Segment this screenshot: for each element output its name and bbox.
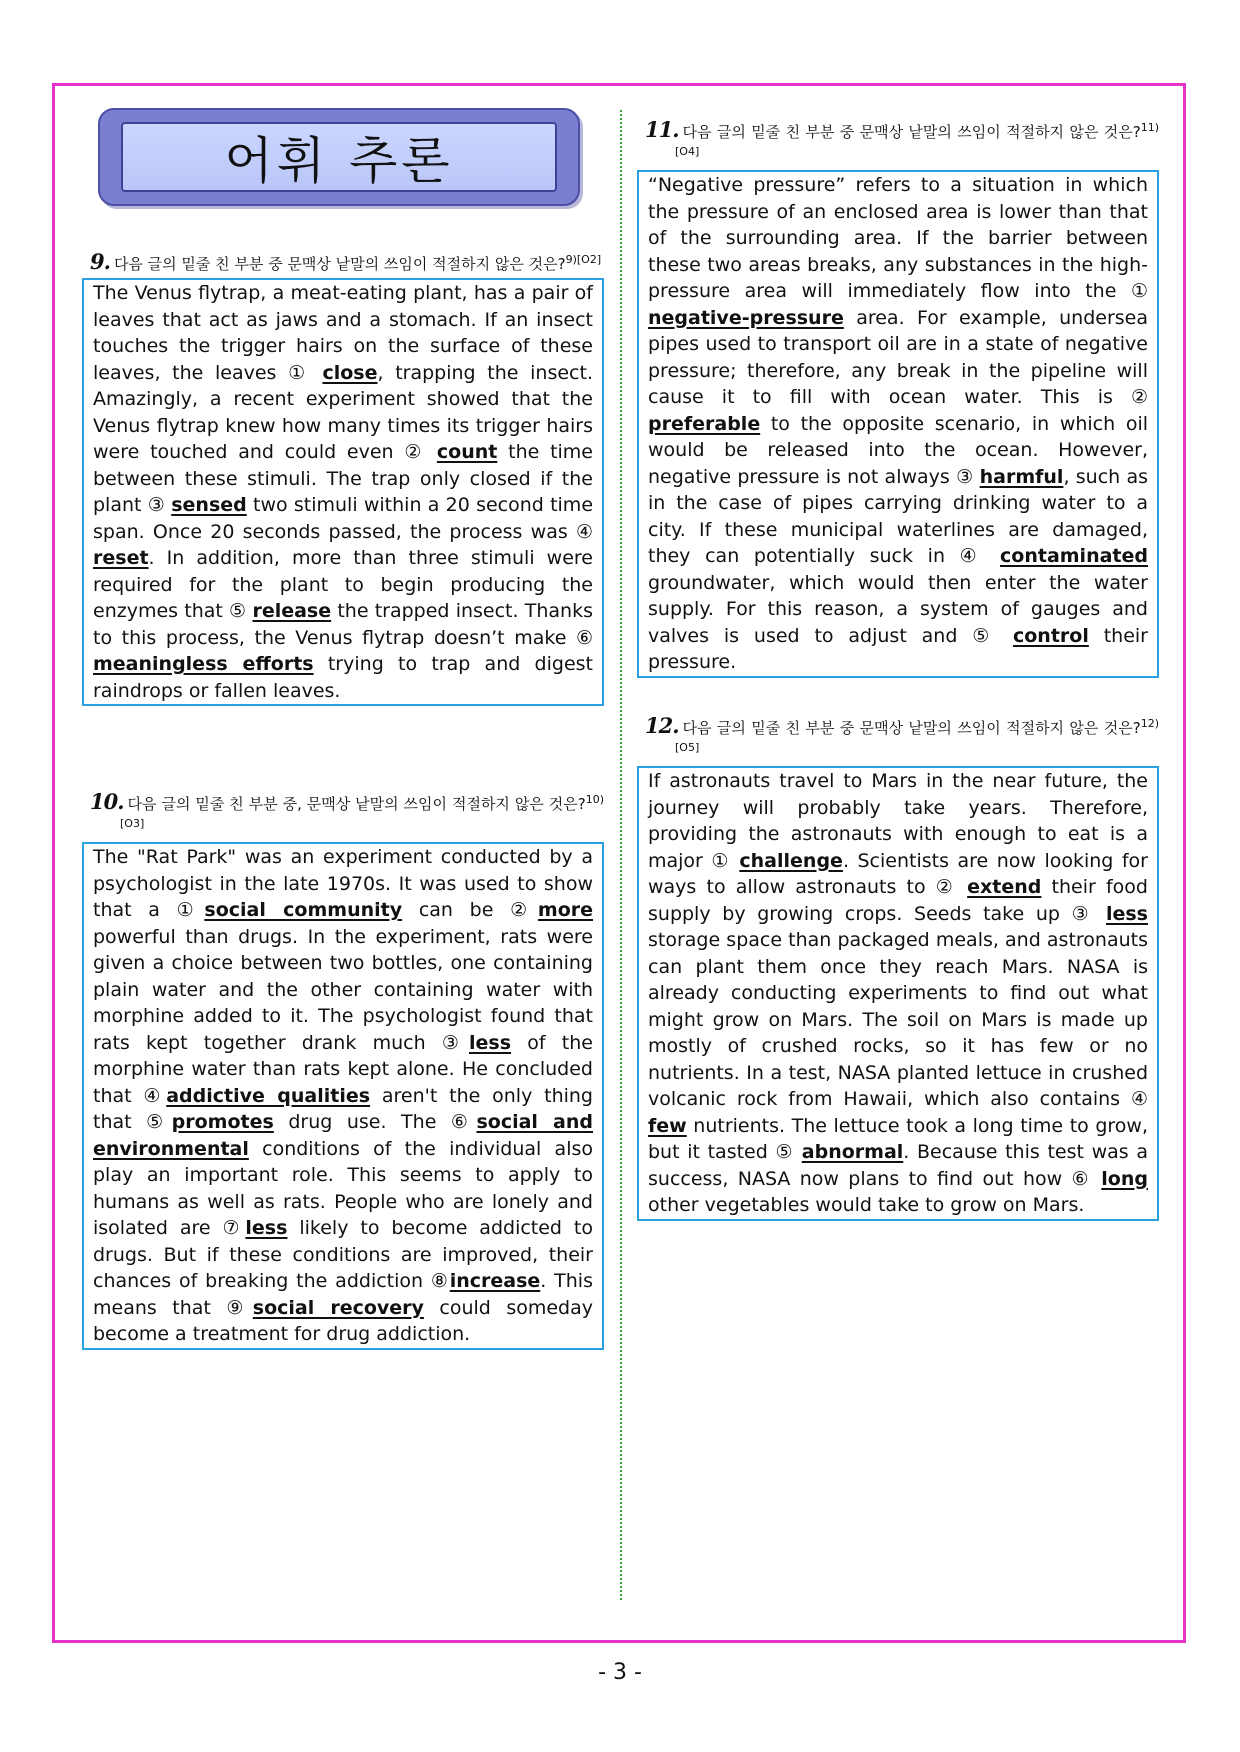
underlined-word: meaningless efforts — [93, 653, 314, 675]
passage-text: nutrients. The lettuce took a long time to grow, but it tasted ⑤ — [648, 1114, 1148, 1163]
question-ref: 12)[O5] — [675, 717, 1159, 754]
passage-text: the trapped insect. Thanks to this process, the Venus flytrap doesn’t make ⑥ — [93, 600, 593, 649]
passage-box — [82, 842, 604, 1350]
question-11 — [637, 118, 1159, 678]
underlined-word: abnormal — [801, 1141, 904, 1163]
passage-text: groundwater, which would then enter the water supply. For this reason, a system of gauges and valves is used to adjust and ⑤ — [648, 571, 1148, 647]
passage-box — [82, 278, 604, 706]
passage-text: . In addition, more than three stimuli were required for the plant to begin producing the enzymes that ⑤ — [93, 547, 593, 622]
underlined-word: less — [1105, 902, 1148, 925]
underlined-word: negative-pressure — [648, 306, 844, 329]
passage-text: aren't the only thing that ⑤ — [93, 1084, 593, 1133]
question-ref: 9)[O2] — [565, 253, 602, 266]
question-10 — [82, 790, 604, 1350]
passage-text: The "Rat Park" was an experiment conducted by a psychologist in the late 1970s. It was used to show that a ① — [93, 846, 593, 921]
question-ref: 10)[O3] — [120, 793, 604, 830]
passage-text: likely to become addicted to drugs. But if these conditions are improved, their chances of breaking the addiction ⑧ — [93, 1217, 593, 1292]
passage-text: drug use. The ⑥ — [273, 1111, 477, 1133]
passage-text: to the opposite scenario, in which oil would be released into the ocean. However, negative pressure is not always ③ — [648, 412, 1148, 488]
underlined-word: reset — [93, 547, 149, 569]
underlined-word: more — [537, 899, 593, 921]
underlined-word: challenge — [739, 849, 843, 872]
passage-box — [637, 766, 1159, 1221]
underlined-word: close — [322, 361, 378, 384]
underlined-word: sensed — [171, 494, 247, 516]
underlined-word: social and environmental — [93, 1111, 593, 1160]
underlined-word: social recovery — [252, 1296, 424, 1319]
question-text: 다음 글의 밑줄 친 부분 중 문맥상 낱말의 쓰임이 적절하지 않은 것은? — [682, 123, 1141, 141]
passage-text: other vegetables would take to grow on Mars. — [648, 1194, 1085, 1216]
passage-text: . This means that ⑨ — [93, 1270, 593, 1319]
passage-text: the time between these stimuli. The trap only closed if the plant ③ — [93, 441, 594, 516]
passage-text: could someday become a treatment for drug addiction. — [93, 1296, 593, 1345]
section-title-banner — [98, 108, 580, 206]
section-title: 어휘 추론 — [121, 122, 557, 192]
question-prompt — [637, 714, 1159, 762]
passage-text: storage space than packaged meals, and astronauts can plant them once they reach Mars. NASA is already conducting experiments to find out what might grow on Mars. The soil on Mars is made up mostly of crushed rocks, so it has few or no nutrients. In a test, NASA planted lettuce in crushed volcanic rock from Hawaii, which also contains ④ — [648, 929, 1148, 1110]
passage-text: powerful than drugs. In the experiment, rats were given a choice between two bottles, one containing plain water and the other containing water with morphine added to it. The psychologist found that rats kept together drank much ③ — [93, 925, 593, 1054]
question-text: 다음 글의 밑줄 친 부분 중 문맥상 낱말의 쓰임이 적절하지 않은 것은? — [113, 255, 566, 273]
passage-text: . Because this test was a success, NASA now plans to find out how ⑥ — [648, 1141, 1148, 1190]
question-number: 11. — [645, 117, 679, 142]
underlined-word: control — [1012, 624, 1089, 647]
underlined-word: preferable — [648, 412, 761, 435]
passage-text: their pressure. — [648, 624, 1148, 673]
passage-text: “Negative pressure” refers to a situation in which the pressure of an enclosed area is lower than that of the surrounding area. If the barrier between these two areas breaks, any substances in the high-pressure area will immediately flow into the ① — [648, 174, 1148, 302]
passage-text: The Venus flytrap, a meat-eating plant, has a pair of leaves that act as jaws and a stomach. If an insect touches the trigger hairs on the surface of these leaves, the leaves ① — [93, 282, 593, 384]
underlined-word: count — [436, 441, 498, 463]
column-divider — [620, 110, 622, 1600]
passage-text: . Scientists are now looking for ways to allow astronauts to ② — [648, 849, 1148, 898]
passage-box — [637, 170, 1159, 678]
passage-text: , trapping the insect. Amazingly, a recent experiment showed that the Venus flytrap knew how many times its trigger hairs were touched and could even ② — [93, 361, 593, 463]
question-text: 다음 글의 밑줄 친 부분 중 문맥상 낱말의 쓰임이 적절하지 않은 것은? — [682, 719, 1141, 737]
question-9 — [82, 250, 604, 706]
passage-text: If astronauts travel to Mars in the near future, the journey will probably take years. Therefore, providing the astronauts with enough to eat is a major ① — [648, 770, 1148, 872]
passage-text: trying to trap and digest raindrops or fallen leaves. — [93, 653, 593, 702]
underlined-word: long — [1101, 1167, 1148, 1190]
question-number: 9. — [90, 249, 110, 274]
underlined-word: few — [648, 1114, 687, 1137]
underlined-word: promotes — [171, 1111, 274, 1133]
underlined-word: social community — [204, 899, 403, 921]
question-number: 10. — [90, 789, 124, 814]
underlined-word: contaminated — [1000, 545, 1148, 567]
page-number: - 3 - — [598, 1660, 642, 1685]
underlined-word: less — [469, 1031, 512, 1054]
underlined-word: harmful — [979, 465, 1064, 488]
question-text: 다음 글의 밑줄 친 부분 중, 문맥상 낱말의 쓰임이 적절하지 않은 것은? — [127, 795, 586, 813]
passage-text: conditions of the individual also play an important role. This seems to apply to humans as well as rats. People who are lonely and isolated are ⑦ — [93, 1137, 593, 1239]
underlined-word: extend — [967, 876, 1042, 898]
question-prompt — [82, 250, 604, 274]
underlined-word: release — [252, 600, 332, 622]
question-12 — [637, 714, 1159, 1221]
underlined-word: increase — [449, 1270, 541, 1292]
question-prompt — [637, 118, 1159, 166]
passage-text: of the morphine water than rats kept alone. He concluded that ④ — [93, 1031, 593, 1107]
passage-text: area. For example, undersea pipes used to transport oil are in a state of negative pressure; therefore, any break in the pipeline will cause it to fill with ocean water. This is ② — [648, 306, 1148, 408]
question-ref: 11)[O4] — [675, 121, 1159, 158]
underlined-word: addictive qualities — [166, 1084, 371, 1107]
passage-text: , such as in the case of pipes carrying drinking water to a city. If these municipal waterlines are damaged, they can potentially suck in ④ — [648, 465, 1148, 567]
passage-text: can be ② — [402, 899, 538, 921]
passage-text: their food supply by growing crops. Seeds take up ③ — [648, 876, 1148, 925]
passage-text: two stimuli within a 20 second time span. Once 20 seconds passed, the process was ④ — [93, 494, 594, 543]
question-number: 12. — [645, 713, 679, 738]
underlined-word: less — [245, 1217, 288, 1239]
question-prompt — [82, 790, 604, 838]
